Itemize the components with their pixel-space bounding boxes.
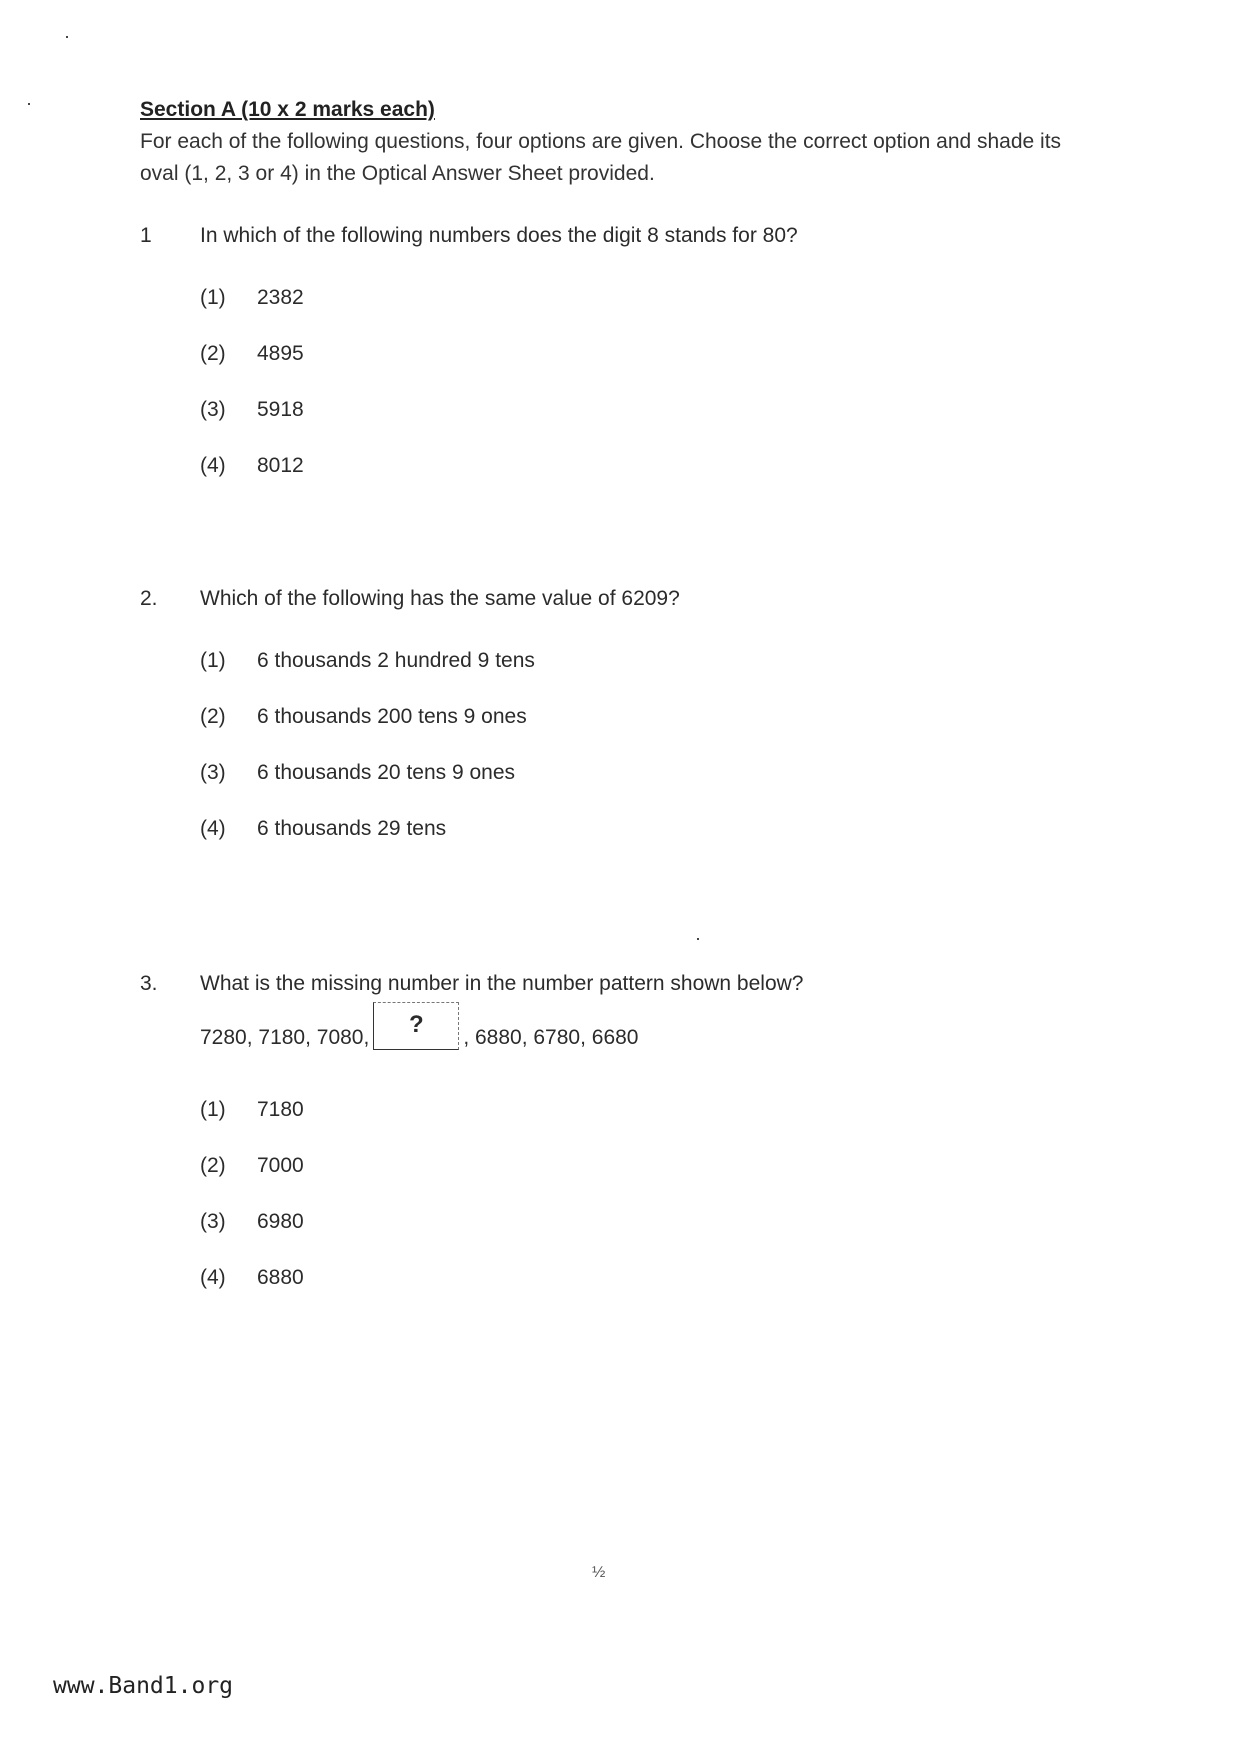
option-value: 6 thousands 200 tens 9 ones <box>257 705 527 728</box>
option-label: (4) <box>200 1266 226 1289</box>
option-value: 6880 <box>257 1266 304 1289</box>
section-instructions: For each of the following questions, four options are given. Choose the correct option and shade its oval (1, 2, 3 or 4) in the Optical Answer Sheet provided. <box>140 130 1062 185</box>
option-label: (1) <box>200 649 226 672</box>
option-1 <box>200 649 535 705</box>
scan-speck <box>697 938 699 940</box>
question-text: In which of the following numbers does the digit 8 stands for 80? <box>200 224 798 247</box>
option-value: 7000 <box>257 1154 304 1177</box>
options-list <box>200 286 304 510</box>
option-label: (3) <box>200 761 226 784</box>
option-label: (4) <box>200 817 226 840</box>
option-1 <box>200 286 304 342</box>
section-heading: Section A (10 x 2 marks each) <box>140 98 435 121</box>
option-label: (2) <box>200 342 226 365</box>
option-label: (1) <box>200 1098 226 1121</box>
option-value: 6 thousands 2 hundred 9 tens <box>257 649 535 672</box>
option-4 <box>200 817 535 873</box>
scan-speck <box>28 103 30 105</box>
option-value: 2382 <box>257 286 304 309</box>
option-label: (2) <box>200 1154 226 1177</box>
question-text: What is the missing number in the number pattern shown below? <box>200 972 804 995</box>
number-pattern <box>200 1002 639 1050</box>
option-value: 7180 <box>257 1098 304 1121</box>
option-label: (4) <box>200 454 226 477</box>
option-2 <box>200 705 535 761</box>
option-label: (2) <box>200 705 226 728</box>
footer-url-link[interactable]: www.Band1.org <box>53 1673 234 1699</box>
option-label: (3) <box>200 1210 226 1233</box>
option-1 <box>200 1098 304 1154</box>
option-2 <box>200 1154 304 1210</box>
missing-number-box: ? <box>373 1002 459 1050</box>
options-list <box>200 649 535 873</box>
option-label: (3) <box>200 398 226 421</box>
option-value: 8012 <box>257 454 304 477</box>
option-value: 5918 <box>257 398 304 421</box>
scan-speck <box>66 36 68 38</box>
option-4 <box>200 454 304 510</box>
question-number: 2. <box>140 587 158 610</box>
option-label: (1) <box>200 286 226 309</box>
option-3 <box>200 761 535 817</box>
pattern-before: 7280, 7180, 7080, <box>200 1026 370 1049</box>
option-value: 4895 <box>257 342 304 365</box>
options-list <box>200 1098 304 1322</box>
option-value: 6980 <box>257 1210 304 1233</box>
question-number: 3. <box>140 972 158 995</box>
question-text: Which of the following has the same value of 6209? <box>200 587 680 610</box>
question-number: 1 <box>140 224 152 247</box>
page-marker: ½ <box>592 1564 606 1581</box>
option-3 <box>200 398 304 454</box>
option-4 <box>200 1266 304 1322</box>
pattern-after: , 6880, 6780, 6680 <box>463 1026 639 1049</box>
option-value: 6 thousands 20 tens 9 ones <box>257 761 516 784</box>
option-3 <box>200 1210 304 1266</box>
option-value: 6 thousands 29 tens <box>257 817 447 840</box>
option-2 <box>200 342 304 398</box>
